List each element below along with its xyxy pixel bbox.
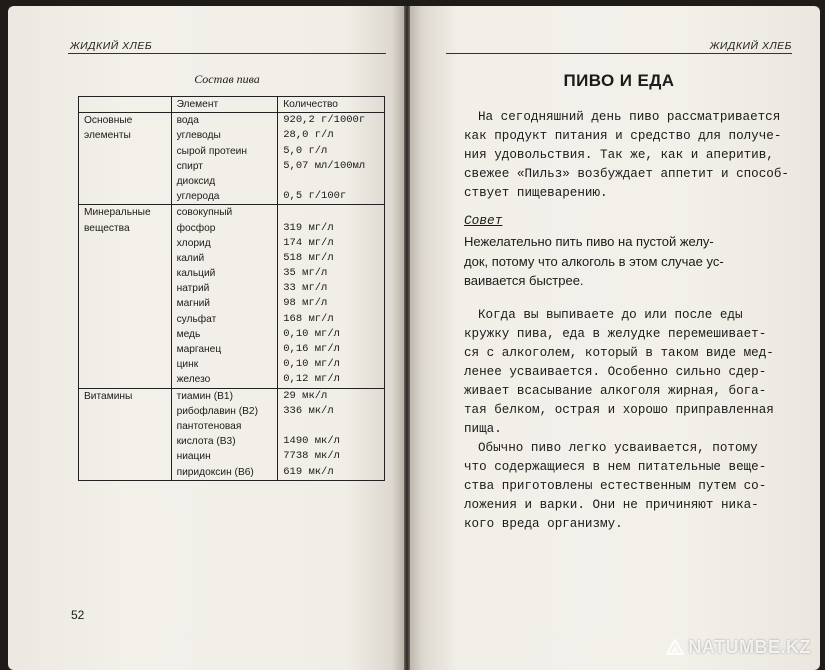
element-name: диоксид: [176, 175, 216, 187]
header-rule: [68, 53, 386, 54]
element-amount: 619 мк/л: [283, 465, 334, 478]
element-amount: 518 мг/л: [283, 251, 334, 264]
paragraph-digestion: [464, 439, 792, 534]
element-amount: 336 мк/л: [283, 404, 334, 417]
element-cell: [171, 205, 278, 388]
category-label: вещества: [84, 222, 130, 234]
element-amount: 0,10 мг/л: [283, 358, 340, 371]
table-row-group: [79, 205, 385, 388]
element-amount: 33 мг/л: [283, 282, 328, 295]
element-name: натрий: [176, 283, 210, 295]
element-amount: 168 мг/л: [283, 312, 334, 325]
advice-label: Совет: [464, 213, 503, 228]
intro-paragraph: [464, 108, 792, 203]
element-name: цинк: [176, 359, 199, 371]
element-cell: [171, 388, 278, 480]
category-cell: [79, 388, 172, 480]
table-title: Состав пива: [194, 72, 260, 86]
text-line: кружку пива, еда в желудке перемешивает-: [464, 327, 767, 341]
running-head: ЖИДКИЙ ХЛЕБ: [709, 40, 792, 52]
element-amount: 0,5 г/100г: [283, 190, 347, 203]
element-amount: [283, 419, 379, 434]
header-cell-element: Элемент: [171, 97, 278, 113]
element-name: хлорид: [176, 237, 211, 249]
element-amount: 174 мг/л: [283, 236, 334, 249]
element-amount: 28,0 г/л: [283, 129, 334, 142]
text-line: ложения и варки. Они не причиняют ника-: [464, 498, 759, 512]
element-amount: [283, 205, 379, 220]
element-name: углерода: [176, 191, 220, 203]
element-cell: [171, 113, 278, 205]
category-label: Основные: [84, 115, 133, 127]
text-line: На сегодняшний день пиво рассматривается: [478, 110, 781, 124]
header-rule: [446, 53, 792, 54]
category-label: Минеральные: [84, 207, 151, 219]
element-name: кальций: [176, 268, 216, 280]
text-line: Когда вы выпиваете до или после еды: [478, 308, 743, 322]
amount-cell: [278, 205, 385, 388]
watermark: [666, 637, 811, 658]
element-amount: [283, 174, 379, 189]
element-name: совокупный: [176, 207, 233, 219]
element-name: пиридоксин (В6): [176, 466, 254, 478]
text-line: как продукт питания и средство для получе-: [464, 129, 782, 143]
text-line: ствует пищеварению.: [464, 186, 608, 200]
open-book: [8, 6, 820, 670]
element-name: тиамин (В1): [176, 390, 233, 402]
element-name: спирт: [176, 160, 203, 172]
text-line: живает всасывание алкоголя жирная, бога-: [464, 384, 767, 398]
header-cell-amount: Количество: [278, 97, 385, 113]
text-line: ленее усваивается. Особенно сильно сдер-: [464, 365, 767, 379]
text-line: ния удовольствия. Так же, как и аперитив,: [464, 148, 774, 162]
element-name: углеводы: [176, 130, 221, 142]
advice-text: [464, 232, 792, 291]
element-amount: 319 мг/л: [283, 221, 334, 234]
header-cell-category: [79, 97, 172, 113]
right-page: [410, 6, 820, 670]
element-amount: 0,16 мг/л: [283, 343, 340, 356]
element-amount: 35 мг/л: [283, 267, 328, 280]
element-amount: 0,10 мг/л: [283, 327, 340, 340]
left-page: [8, 6, 404, 670]
text-line: Нежелательно пить пиво на пустой желу-: [464, 234, 714, 249]
text-line: Обычно пиво легко усваивается, потому: [478, 441, 758, 455]
element-amount: 5,0 г/л: [283, 144, 328, 157]
watermark-text: NATUMBE.KZ: [688, 637, 811, 657]
text-line: ся с алкоголем, который в таком виде мед-: [464, 346, 774, 360]
watermark-logo-icon: [666, 639, 684, 655]
element-amount: 98 мг/л: [283, 297, 328, 310]
element-amount: 0,12 мг/л: [283, 373, 340, 386]
element-amount: 5,07 мл/100мл: [283, 159, 366, 172]
text-line: ства приготовлены естественным путем со-: [464, 479, 767, 493]
table-row-group: [79, 113, 385, 205]
page-number: 52: [71, 608, 85, 622]
element-name: магний: [176, 298, 210, 310]
element-name: железо: [176, 374, 211, 386]
paragraph-food: [464, 306, 792, 439]
text-line: док, потому что алкоголь в этом случае ус-: [464, 253, 724, 269]
element-name: сульфат: [176, 313, 217, 325]
element-name: медь: [176, 328, 201, 340]
text-line: что содержащиеся в нем питательные веще-: [464, 460, 767, 474]
element-name: сырой протеин: [176, 145, 247, 157]
element-amount: 29 мк/л: [283, 389, 328, 402]
element-name: калий: [176, 252, 205, 264]
category-cell: [79, 205, 172, 388]
element-name: пантотеновая: [176, 420, 242, 432]
composition-table: [78, 96, 385, 481]
element-name: кислота (В3): [176, 436, 236, 448]
element-name: рибофлавин (В2): [176, 405, 258, 417]
category-label: Витамины: [84, 390, 133, 402]
text-line: свежее «Пильз» возбуждает аппетит и способ-: [464, 167, 789, 181]
running-head: ЖИДКИЙ ХЛЕБ: [70, 40, 153, 52]
element-amount: 1490 мк/л: [283, 435, 340, 448]
amount-cell: [278, 388, 385, 480]
chapter-title: ПИВО И ЕДА: [563, 71, 675, 90]
table-header-row: [79, 97, 385, 113]
text-line: тая белком, острая и хорошо приправленная: [464, 403, 774, 417]
element-name: фосфор: [176, 222, 216, 234]
element-name: ниацин: [176, 451, 211, 463]
text-line: пища.: [464, 422, 502, 436]
table-row-group: [79, 388, 385, 480]
text-line: кого вреда организму.: [464, 517, 623, 531]
category-label: элементы: [84, 130, 131, 142]
category-cell: [79, 113, 172, 205]
element-amount: 7738 мк/л: [283, 450, 340, 463]
element-name: вода: [176, 115, 199, 127]
text-line: ваивается быстрее.: [464, 273, 584, 288]
amount-cell: [278, 113, 385, 205]
element-name: марганец: [176, 344, 222, 356]
element-amount: 920,2 г/1000г: [283, 114, 366, 127]
